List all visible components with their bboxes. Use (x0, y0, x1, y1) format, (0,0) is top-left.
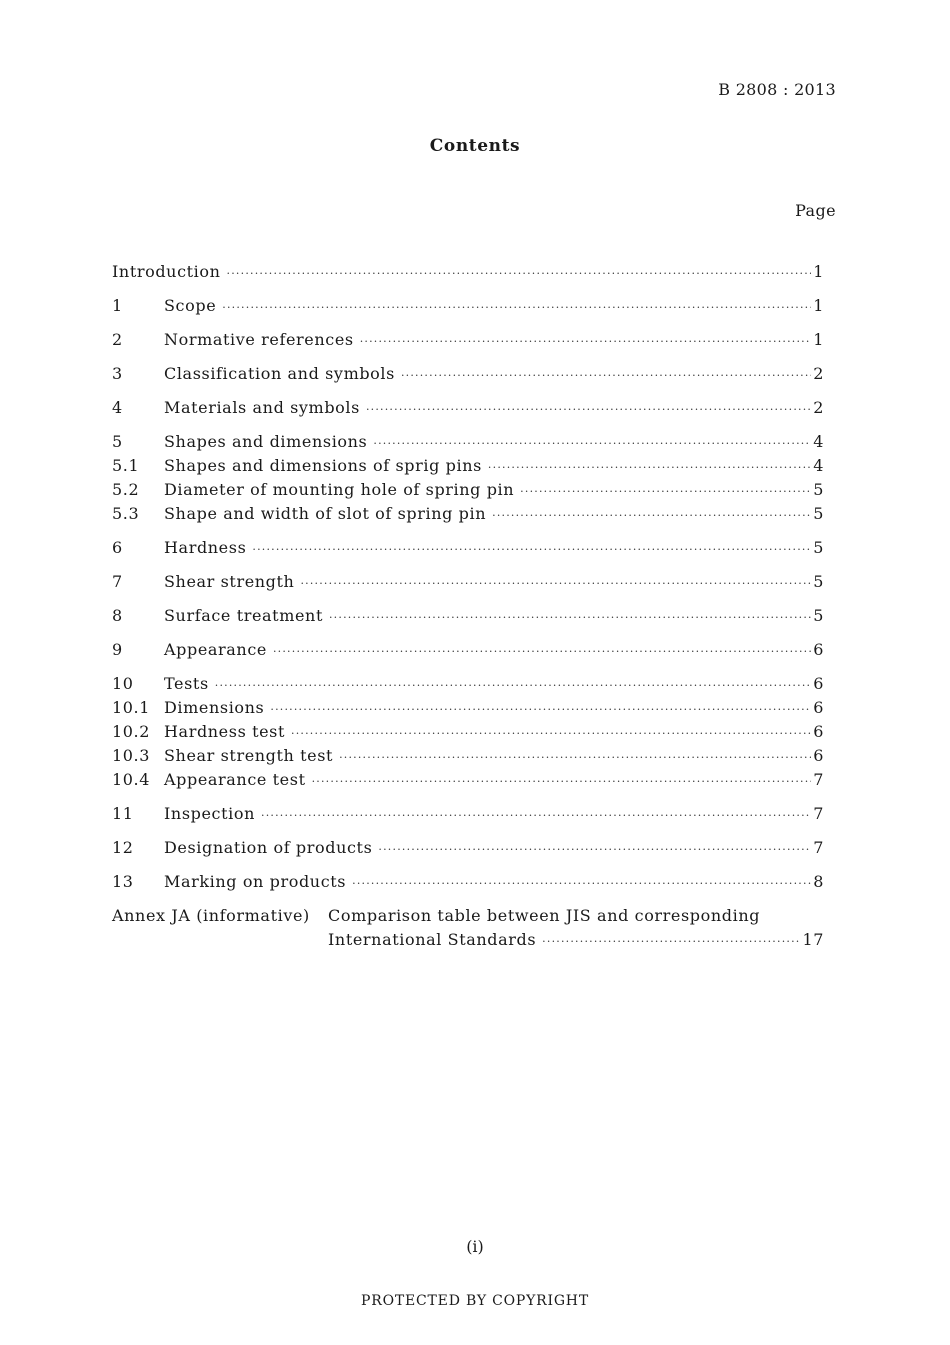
toc-entry-number: 5 (112, 432, 123, 451)
toc-entry-title: Normative references (164, 330, 354, 349)
leader-dots (339, 746, 811, 770)
toc-entry-page: 1 (813, 330, 824, 349)
toc-entry-page: 4 (813, 432, 824, 451)
toc-entry-title: Shapes and dimensions of sprig pins (164, 456, 482, 475)
annex-title-line2: International Standards (328, 930, 537, 949)
leader-dots (352, 872, 811, 896)
toc-sections (112, 294, 824, 894)
leader-dots (312, 770, 811, 794)
toc-entry-number: 9 (112, 640, 123, 659)
toc-entry-10-3[interactable] (112, 744, 824, 768)
standard-number: B 2808 : 2013 (718, 80, 836, 99)
leader-dots (488, 456, 811, 480)
annex-title-line1: Comparison table between JIS and corresponding (328, 906, 761, 925)
toc-entry-page: 7 (813, 804, 824, 823)
toc-entry-introduction[interactable] (112, 260, 824, 284)
leader-dots (329, 606, 811, 630)
toc-entry-page: 7 (813, 770, 824, 789)
toc-entry-page: 5 (813, 572, 824, 591)
toc-group (112, 570, 824, 594)
toc-entry-13[interactable] (112, 870, 824, 894)
toc-entry-number: 5.1 (112, 456, 140, 475)
toc-entry-5-3[interactable] (112, 502, 824, 526)
leader-dots (227, 262, 811, 286)
toc-entry-10-1[interactable] (112, 696, 824, 720)
toc-entry-number: 10.1 (112, 698, 151, 717)
toc-entry-title: Shape and width of slot of spring pin (164, 504, 487, 523)
leader-dots (360, 330, 811, 354)
toc-entry-page: 5 (813, 480, 824, 499)
toc-entry-title: Shear strength (164, 572, 295, 591)
page-number: (i) (466, 1237, 484, 1256)
leader-dots (492, 504, 811, 528)
toc-entry-9[interactable] (112, 638, 824, 662)
toc-entry-title: Hardness test (164, 722, 286, 741)
page-column-label: Page (795, 201, 836, 220)
toc-group (112, 604, 824, 628)
toc-entry-page: 17 (802, 930, 824, 949)
toc-entry-title: Materials and symbols (164, 398, 360, 417)
toc-entry-page: 6 (813, 722, 824, 741)
toc-entry-page: 6 (813, 640, 824, 659)
toc-entry-number: 1 (112, 296, 123, 315)
toc-entry-page: 6 (813, 698, 824, 717)
toc-entry-title: Appearance (164, 640, 267, 659)
toc-group (112, 802, 824, 826)
toc-entry-7[interactable] (112, 570, 824, 594)
toc-entry-title: Dimensions (164, 698, 265, 717)
toc-entry-title: Appearance test (164, 770, 306, 789)
toc-entry-title: Shapes and dimensions (164, 432, 368, 451)
toc-entry-page: 6 (813, 674, 824, 693)
leader-dots (270, 698, 811, 722)
toc-entry-title: Marking on products (164, 872, 347, 891)
toc-group (112, 260, 824, 284)
copyright-notice: PROTECTED BY COPYRIGHT (361, 1293, 589, 1309)
leader-dots (261, 804, 811, 828)
leader-dots (366, 398, 811, 422)
toc-entry-number: 10.2 (112, 722, 151, 741)
leader-dots (273, 640, 811, 664)
annex-label: Annex JA (informative) (112, 906, 310, 925)
toc-entry-title: Scope (164, 296, 217, 315)
toc-group (112, 536, 824, 560)
toc-group (112, 638, 824, 662)
toc-entry-number: 13 (112, 872, 134, 891)
toc-entry-title: Surface treatment (164, 606, 323, 625)
toc-group (112, 430, 824, 526)
toc-entry-10[interactable] (112, 672, 824, 696)
toc-entry-title: Designation of products (164, 838, 373, 857)
page-title: Contents (429, 136, 521, 156)
leader-dots (291, 722, 811, 746)
leader-dots (215, 674, 811, 698)
toc-entry-number: 5.2 (112, 480, 140, 499)
toc-entry-annex-ja[interactable] (112, 904, 824, 952)
toc-entry-10-2[interactable] (112, 720, 824, 744)
leader-dots (252, 538, 811, 562)
leader-dots (373, 432, 811, 456)
toc-entry-number: 12 (112, 838, 134, 857)
toc-entry-1[interactable] (112, 294, 824, 318)
toc-entry-number: 5.3 (112, 504, 140, 523)
toc-entry-number: 10 (112, 674, 134, 693)
toc-entry-3[interactable] (112, 362, 824, 386)
toc-entry-title: Classification and symbols (164, 364, 395, 383)
toc-group (112, 362, 824, 386)
toc-group (112, 396, 824, 420)
table-of-contents (112, 260, 824, 952)
toc-entry-4[interactable] (112, 396, 824, 420)
toc-entry-page: 5 (813, 606, 824, 625)
toc-entry-page: 5 (813, 538, 824, 557)
toc-entry-page: 2 (813, 398, 824, 417)
leader-dots (378, 838, 811, 862)
toc-entry-5[interactable] (112, 430, 824, 454)
toc-entry-page: 7 (813, 838, 824, 857)
toc-entry-8[interactable] (112, 604, 824, 628)
toc-group (112, 870, 824, 894)
toc-entry-page: 5 (813, 504, 824, 523)
toc-group (112, 672, 824, 792)
toc-entry-title: Inspection (164, 804, 255, 823)
toc-entry-number: 4 (112, 398, 123, 417)
toc-entry-page: 6 (813, 746, 824, 765)
leader-dots (542, 930, 800, 954)
toc-group (112, 328, 824, 352)
toc-entry-5-1[interactable] (112, 454, 824, 478)
toc-entry-number: 10.4 (112, 770, 151, 789)
toc-entry-title: Introduction (112, 262, 221, 281)
toc-entry-number: 6 (112, 538, 123, 557)
toc-group (112, 836, 824, 860)
toc-entry-5-2[interactable] (112, 478, 824, 502)
toc-entry-page: 8 (813, 872, 824, 891)
leader-dots (222, 296, 811, 320)
toc-entry-10-4[interactable] (112, 768, 824, 792)
leader-dots (300, 572, 811, 596)
toc-entry-title: Shear strength test (164, 746, 334, 765)
toc-entry-number: 10.3 (112, 746, 151, 765)
toc-entry-12[interactable] (112, 836, 824, 860)
toc-entry-number: 3 (112, 364, 123, 383)
toc-entry-number: 8 (112, 606, 123, 625)
toc-entry-page: 1 (813, 296, 824, 315)
toc-entry-title: Diameter of mounting hole of spring pin (164, 480, 515, 499)
toc-entry-2[interactable] (112, 328, 824, 352)
toc-entry-6[interactable] (112, 536, 824, 560)
toc-entry-number: 7 (112, 572, 123, 591)
toc-entry-title: Hardness (164, 538, 247, 557)
toc-group (112, 294, 824, 318)
toc-entry-number: 2 (112, 330, 123, 349)
toc-entry-page: 1 (813, 262, 824, 281)
toc-entry-page: 4 (813, 456, 824, 475)
leader-dots (401, 364, 811, 388)
toc-entry-title: Tests (164, 674, 209, 693)
toc-entry-number: 11 (112, 804, 134, 823)
toc-entry-11[interactable] (112, 802, 824, 826)
leader-dots (520, 480, 811, 504)
toc-entry-page: 2 (813, 364, 824, 383)
